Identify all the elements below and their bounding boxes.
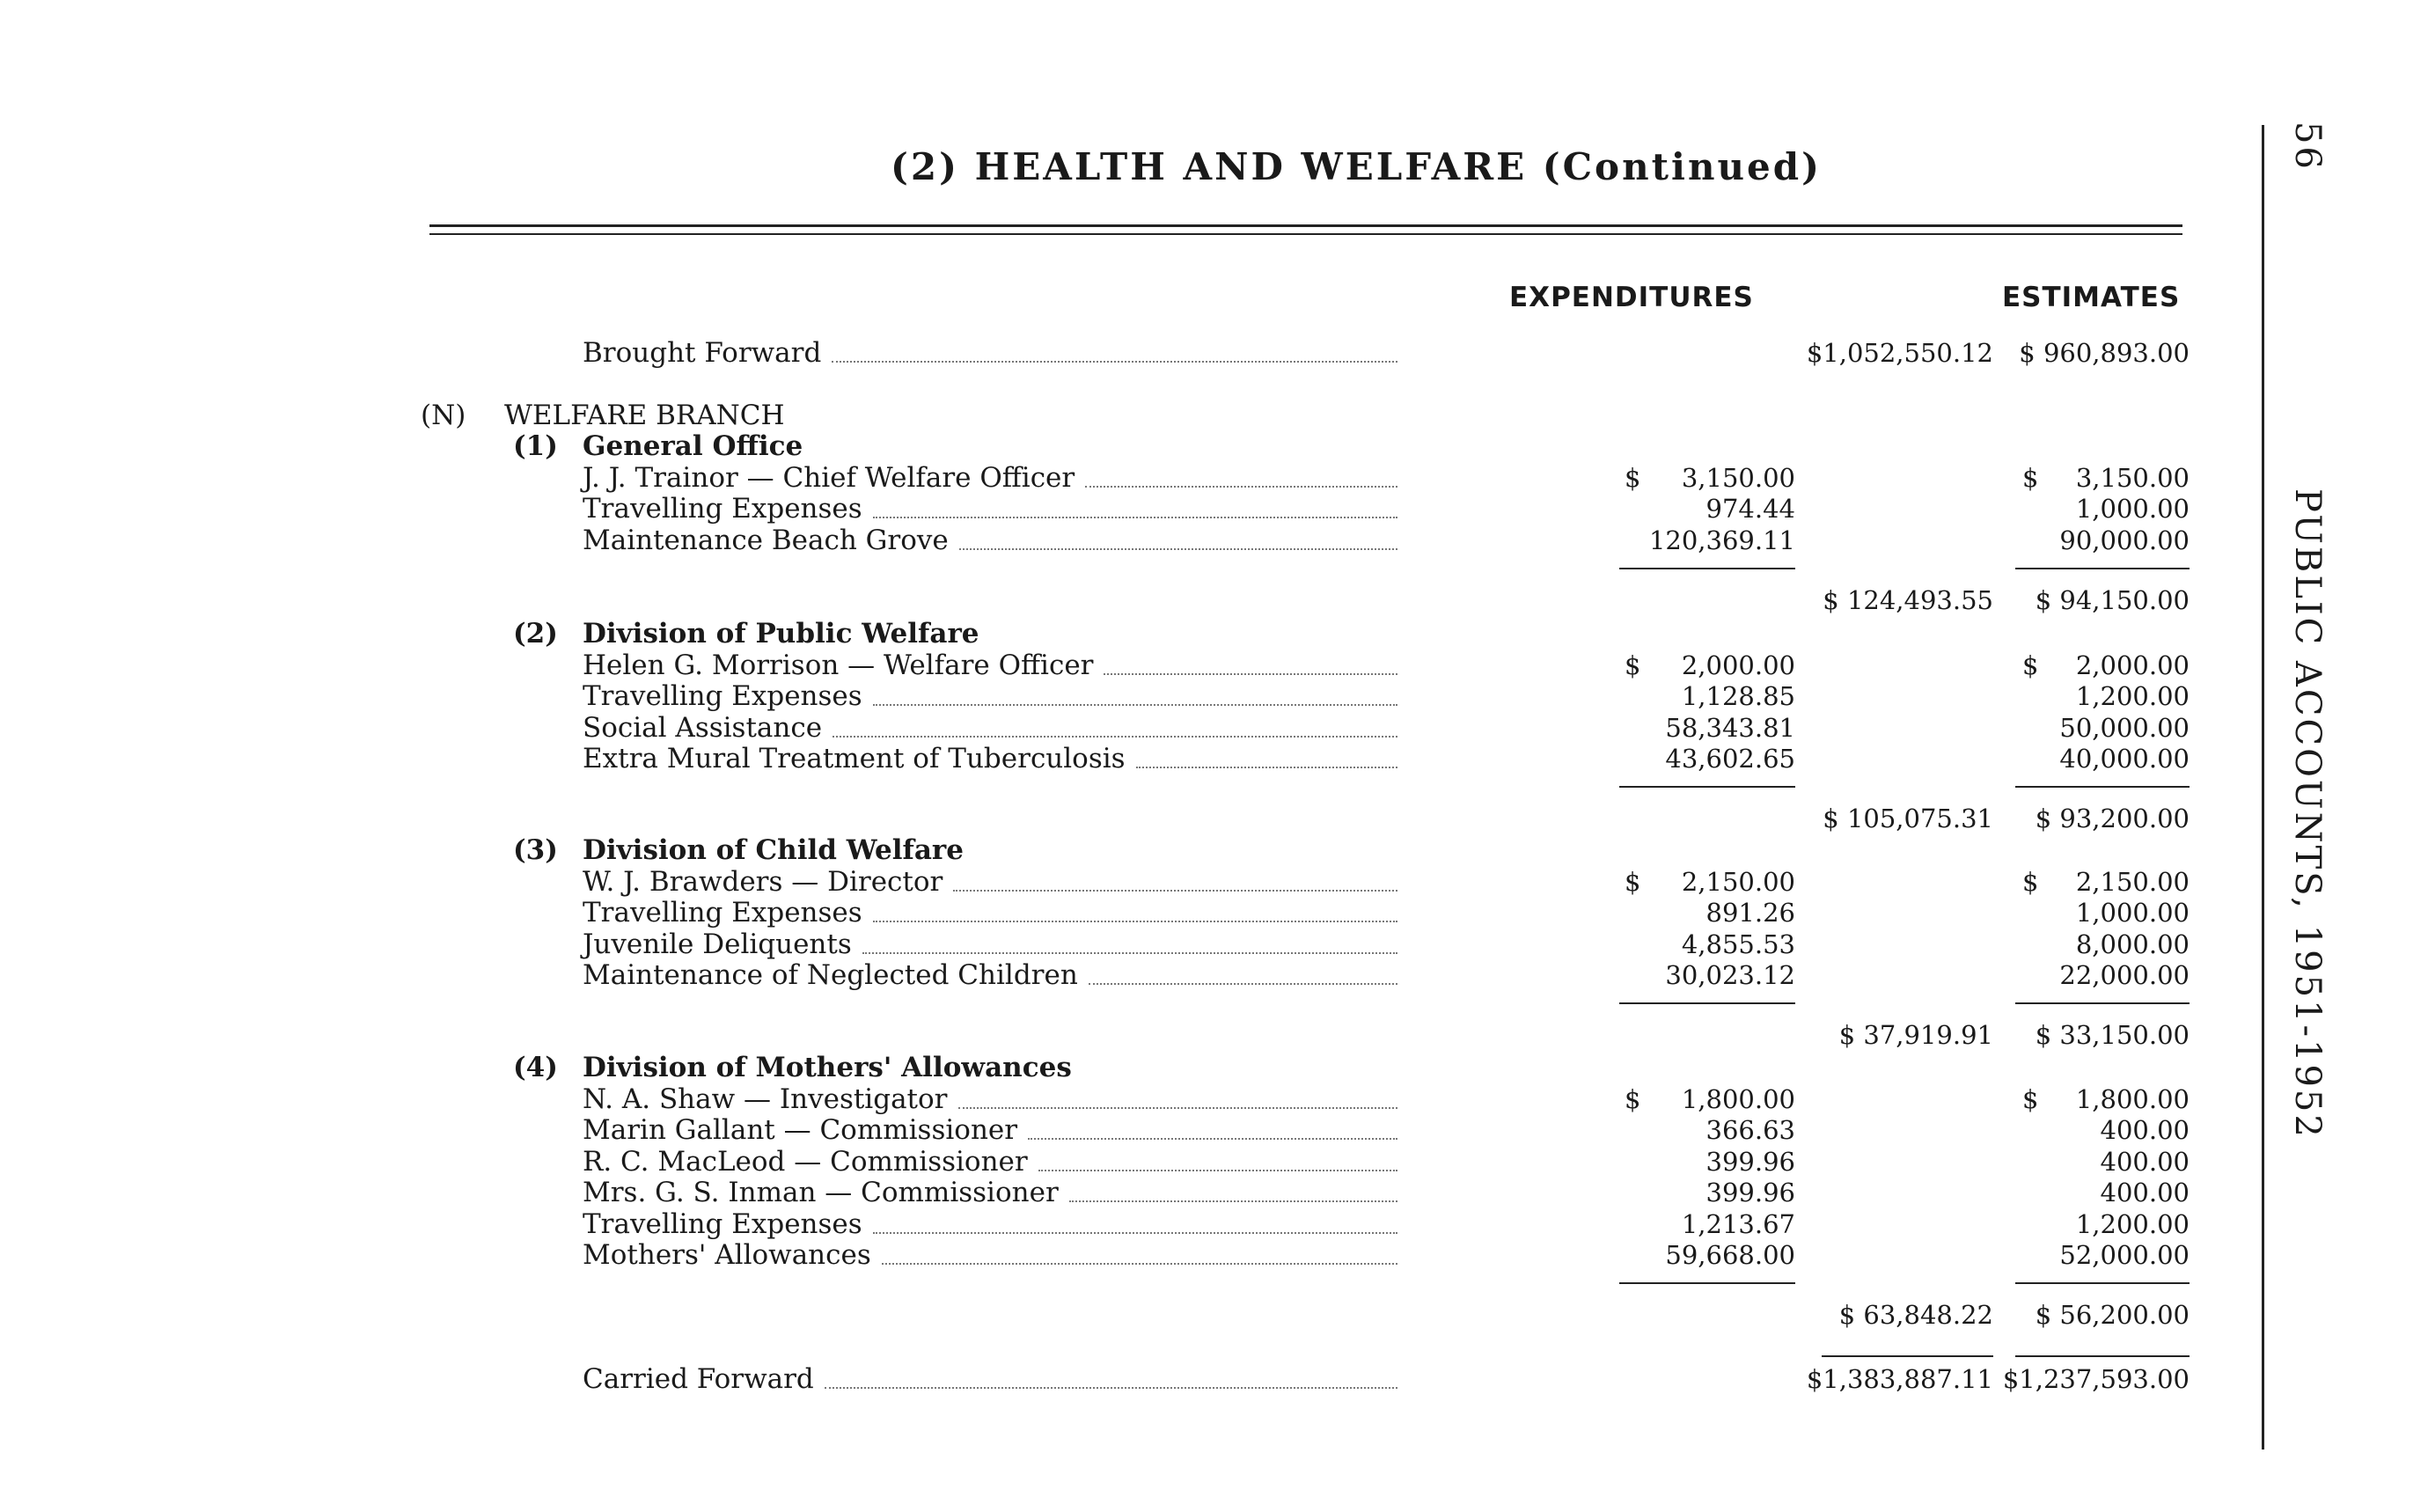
line-item-expenditure: 399.96 (1705, 1178, 1795, 1207)
line-item-expenditure: 891.26 (1705, 898, 1795, 928)
line-item-label: R. C. MacLeod — Commissioner (583, 1145, 1028, 1178)
dot-leader (862, 952, 1397, 954)
line-item-label: Travelling Expenses (583, 1207, 862, 1240)
division-expenditure-total: $ 63,848.22 (1838, 1300, 1993, 1330)
division-title: Division of Child Welfare (583, 834, 964, 866)
carried-forward-label: Carried Forward (583, 1363, 814, 1395)
dot-leader (1085, 486, 1397, 488)
line-item-estimate: 400.00 (2100, 1146, 2190, 1177)
line-item-expenditure: 43,602.65 (1665, 744, 1795, 774)
division-estimate-total: $ 93,200.00 (2035, 804, 2190, 833)
branch-title: WELFARE BRANCH (504, 400, 785, 431)
dot-leader (1104, 673, 1397, 675)
expenditure-dollar-sign: $ (1625, 866, 1641, 897)
division-title: Division of Mothers' Allowances (583, 1052, 1072, 1083)
subtotal-rule (1619, 786, 1795, 788)
dot-leader (953, 890, 1397, 892)
line-item-expenditure: 30,023.12 (1665, 960, 1795, 990)
dot-leader (1028, 1138, 1397, 1140)
dot-leader (833, 736, 1397, 738)
line-item-expenditure: 1,213.67 (1681, 1208, 1795, 1239)
division-title: General Office (583, 430, 803, 462)
dot-leader (1038, 1170, 1397, 1171)
line-item-expenditure: 59,668.00 (1665, 1240, 1795, 1270)
line-item-expenditure: 1,128.85 (1681, 681, 1795, 711)
margin-rule (2262, 125, 2264, 1450)
page-number: 56 (2287, 121, 2328, 172)
expenditure-dollar-sign: $ (1625, 650, 1641, 680)
page-title: (2) HEALTH AND WELFARE (Continued) (891, 145, 1822, 188)
subtotal-rule (1619, 1002, 1795, 1004)
line-item-estimate: 1,000.00 (2075, 898, 2190, 928)
line-item-label: Extra Mural Treatment of Tuberculosis (583, 743, 1126, 774)
line-item-expenditure: 2,150.00 (1681, 866, 1795, 897)
line-item-label: Mothers' Allowances (583, 1239, 871, 1271)
brought-forward-est-total: $ 960,893.00 (2019, 338, 2190, 368)
line-item-label: Helen G. Morrison — Welfare Officer (583, 649, 1094, 681)
line-item-label: Marin Gallant — Commissioner (583, 1114, 1018, 1146)
carried-forward-exp-total: $1,383,887.11 (1806, 1364, 1993, 1394)
line-item-label: W. J. Brawders — Director (583, 865, 943, 898)
line-item-label: Travelling Expenses (583, 680, 862, 712)
subtotal-rule (2015, 1002, 2190, 1004)
division-estimate-total: $ 33,150.00 (2035, 1020, 2190, 1050)
division-expenditure-total: $ 37,919.91 (1838, 1020, 1993, 1050)
line-item-estimate: 2,000.00 (2075, 650, 2190, 680)
dot-leader (832, 361, 1397, 363)
dot-leader (882, 1263, 1397, 1265)
line-item-label: Maintenance of Neglected Children (583, 959, 1078, 991)
line-item-label: N. A. Shaw — Investigator (583, 1083, 948, 1115)
line-item-label: Travelling Expenses (583, 897, 862, 928)
grand-total-rule (1822, 1355, 1993, 1357)
division-estimate-total: $ 94,150.00 (2035, 584, 2190, 615)
line-item-estimate: 40,000.00 (2059, 744, 2190, 774)
estimate-dollar-sign: $ (2022, 462, 2039, 493)
line-item-label: Juvenile Deliquents (583, 928, 852, 960)
line-item-expenditure: 3,150.00 (1681, 462, 1795, 493)
line-item-estimate: 90,000.00 (2059, 525, 2190, 555)
dot-leader (959, 548, 1397, 550)
brought-forward-exp-total: $1,052,550.12 (1806, 338, 1993, 368)
subtotal-rule (1619, 1282, 1795, 1284)
line-item-label: Travelling Expenses (583, 493, 862, 525)
line-item-label: Maintenance Beach Grove (583, 524, 949, 556)
expenditures-heading: EXPENDITURES (1509, 282, 1754, 313)
line-item-expenditure: 4,855.53 (1681, 928, 1795, 959)
line-item-expenditure: 974.44 (1705, 494, 1795, 524)
line-item-estimate: 22,000.00 (2059, 960, 2190, 990)
division-number: (4) (513, 1052, 558, 1083)
dot-leader (1069, 1200, 1397, 1202)
line-item-estimate: 2,150.00 (2075, 866, 2190, 897)
carried-forward-est-total: $1,237,593.00 (2002, 1364, 2190, 1394)
expenditure-dollar-sign: $ (1625, 1083, 1641, 1114)
estimate-dollar-sign: $ (2022, 866, 2039, 897)
branch-code: (N) (421, 400, 466, 431)
line-item-estimate: 1,200.00 (2075, 1208, 2190, 1239)
dot-leader (873, 1232, 1397, 1234)
line-item-estimate: 50,000.00 (2059, 712, 2190, 743)
line-item-estimate: 3,150.00 (2075, 462, 2190, 493)
line-item-estimate: 400.00 (2100, 1178, 2190, 1207)
subtotal-rule (2015, 568, 2190, 569)
line-item-estimate: 1,800.00 (2075, 1083, 2190, 1114)
line-item-label: Social Assistance (583, 711, 823, 744)
dot-leader (1089, 983, 1397, 985)
line-item-estimate: 1,000.00 (2075, 494, 2190, 524)
expenditure-dollar-sign: $ (1625, 462, 1641, 493)
division-expenditure-total: $ 124,493.55 (1823, 584, 1993, 615)
line-item-expenditure: 120,369.11 (1648, 525, 1795, 555)
dot-leader (873, 704, 1397, 706)
line-item-label: Mrs. G. S. Inman — Commissioner (583, 1177, 1059, 1208)
grand-total-rule (2015, 1355, 2190, 1357)
line-item-expenditure: 399.96 (1705, 1146, 1795, 1177)
subtotal-rule (2015, 786, 2190, 788)
estimates-heading: ESTIMATES (2002, 282, 2181, 313)
division-number: (3) (513, 834, 558, 866)
estimate-dollar-sign: $ (2022, 1083, 2039, 1114)
dot-leader (873, 921, 1397, 922)
division-estimate-total: $ 56,200.00 (2035, 1300, 2190, 1330)
line-item-expenditure: 58,343.81 (1665, 712, 1795, 743)
division-number: (2) (513, 618, 558, 650)
line-item-expenditure: 366.63 (1705, 1115, 1795, 1145)
subtotal-rule (2015, 1282, 2190, 1284)
brought-forward-label: Brought Forward (583, 337, 822, 369)
division-expenditure-total: $ 105,075.31 (1823, 804, 1993, 833)
division-number: (1) (513, 430, 558, 462)
estimate-dollar-sign: $ (2022, 650, 2039, 680)
line-item-label: J. J. Trainor — Chief Welfare Officer (583, 461, 1075, 494)
line-item-estimate: 400.00 (2100, 1115, 2190, 1145)
title-rule-top (429, 224, 2182, 227)
line-item-expenditure: 1,800.00 (1681, 1083, 1795, 1114)
subtotal-rule (1619, 568, 1795, 569)
dot-leader (873, 517, 1397, 518)
line-item-estimate: 8,000.00 (2075, 928, 2190, 959)
dot-leader (958, 1107, 1398, 1109)
running-head: PUBLIC ACCOUNTS, 1951-1952 (2287, 488, 2328, 1140)
dot-leader (1136, 767, 1397, 768)
line-item-estimate: 1,200.00 (2075, 681, 2190, 711)
title-rule-bottom (429, 233, 2182, 235)
line-item-expenditure: 2,000.00 (1681, 650, 1795, 680)
dot-leader (825, 1387, 1397, 1389)
division-title: Division of Public Welfare (583, 618, 979, 650)
line-item-estimate: 52,000.00 (2059, 1240, 2190, 1270)
